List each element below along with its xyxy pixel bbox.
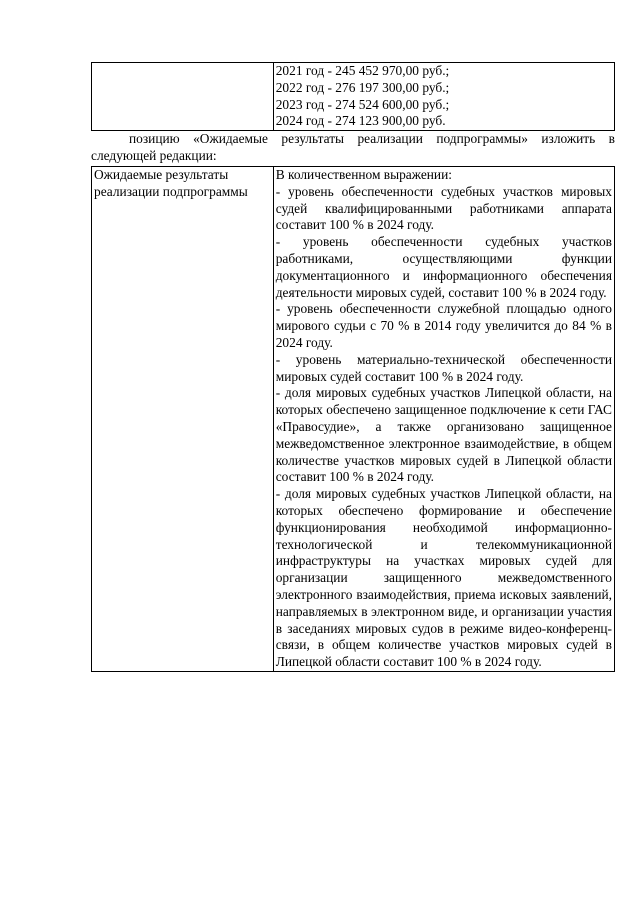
result-item-doc-support: - уровень обеспеченности судебных участков работниками, осуществляющими функции документационного и информационного обеспечения деятельности мировых судей, составит 100 % в 2024 году. xyxy=(275,234,612,300)
funding-line-2022: 2022 год - 276 197 300,00 руб.; xyxy=(275,79,450,95)
result-item-staff: - уровень обеспеченности судебных участков мировых судей квалифицированными работниками аппарата составит 100 % в 2024 году. xyxy=(275,183,612,233)
funding-label-cell xyxy=(92,63,274,131)
results-heading: В количественном выражении: xyxy=(275,167,452,182)
result-item-equipment: - уровень материально-технической обеспеченности мировых судей составит 100 % в 2024 году. xyxy=(275,351,612,384)
funding-line-2024: 2024 год - 274 123 900,00 руб. xyxy=(275,113,446,129)
funding-line-2021: 2021 год - 245 452 970,00 руб.; xyxy=(275,63,450,78)
results-content-cell xyxy=(273,167,614,672)
result-item-office-space: - уровень обеспеченности служебной площадью одного мирового судьи с 70 % в 2014 году увеличится до 84 % в 2024 году. xyxy=(275,301,612,350)
funding-line-2023: 2023 год - 274 524 600,00 руб.; xyxy=(275,96,450,112)
results-label: Ожидаемые результаты реализации подпрограммы xyxy=(94,167,248,199)
intro-paragraph xyxy=(91,130,615,164)
intro-text: позицию «Ожидаемые результаты реализации подпрограммы» изложить в следующей редакции: xyxy=(91,131,615,163)
funding-table xyxy=(91,62,615,131)
result-item-gas-connection: - доля мировых судебных участков Липецкой области, на которых обеспечено защищенное подключение к сети ГАС «Правосудие», а также организовано защищенное межведомственное электронное взаимодействие, в общем количестве участков мировых судей в Липецкой области составит 100 % в 2024 году. xyxy=(275,385,612,485)
results-label-cell xyxy=(92,167,274,672)
result-item-infrastructure: - доля мировых судебных участков Липецкой области, на которых обеспечено формирование и обеспечение функционирования необходимой информационно-технологической и телекоммуникационной инфраструктуры на участках мировых судей для организации защищенного межведомственного электронного взаимодействия, приема исковых заявлений, направляемых в электронном виде, и организации участия в заседаниях мировых судов в режиме видео-конференц-связи, в общем количестве участков мировых судей в Липецкой области составит 100 % в 2024 году. xyxy=(275,486,612,670)
funding-values-cell xyxy=(273,63,614,131)
results-table xyxy=(91,166,615,672)
